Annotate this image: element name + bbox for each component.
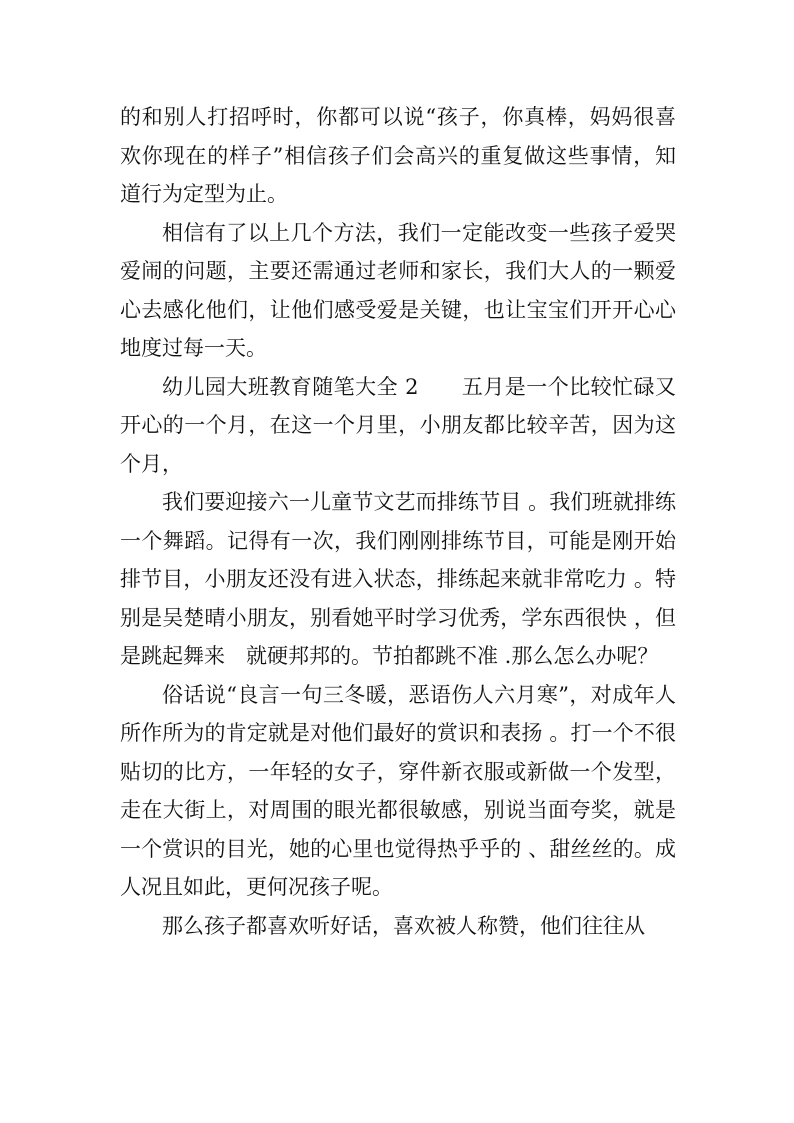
paragraph-1: 的和别人打招呼时，你都可以说“孩子，你真棒，妈妈很喜欢你现在的样子”相信孩子们会高兴的重复做这些事情，知道行为定型为止。 (120, 105, 676, 206)
body-text (120, 98, 676, 945)
paragraph-5: 俗话说“良言一句三冬暖，恶语伤人六月寒”，对成年人所作所为的肯定就是对他们最好的赏识和表扬 。打一个不很贴切的比方，一年轻的女子，穿件新衣服或新做一个发型，走在大街上，对周围的眼光都很敏感，别说当面夸奖，就是一个赏识的目光，她的心里也觉得热乎乎的 、甜丝丝的。成人况且如此，更何况孩子呢。 (120, 682, 676, 899)
paragraph-4: 我们要迎接六一儿童节文艺而排练节目 。我们班就排练一个舞蹈。记得有一次，我们刚刚排练节目，可能是刚开始排节目，小朋友还没有进入状态，排练起来就非常吃力 。特别是吴楚晴小朋友，别看她平时学习优秀，学东西很快 ，但是跳起舞来 就硬邦邦的。节拍都跳不准 .那么怎么办呢？ (120, 490, 676, 668)
paragraph-3: 幼儿园大班教育随笔大全 2 五月是一个比较忙碌又开心的一个月，在这一个月里，小朋友都比较辛苦，因为这个月， (120, 374, 676, 476)
paragraph-6: 那么孩子都喜欢听好话，喜欢被人称赞，他们往往从 (162, 913, 645, 938)
paragraph-2: 相信有了以上几个方法，我们一定能改变一些孩子爱哭爱闹的问题，主要还需通过老师和家长，我们大人的一颗爱心去感化他们，让他们感受爱是关键，也让宝宝们开开心心地度过每一天。 (120, 220, 676, 360)
